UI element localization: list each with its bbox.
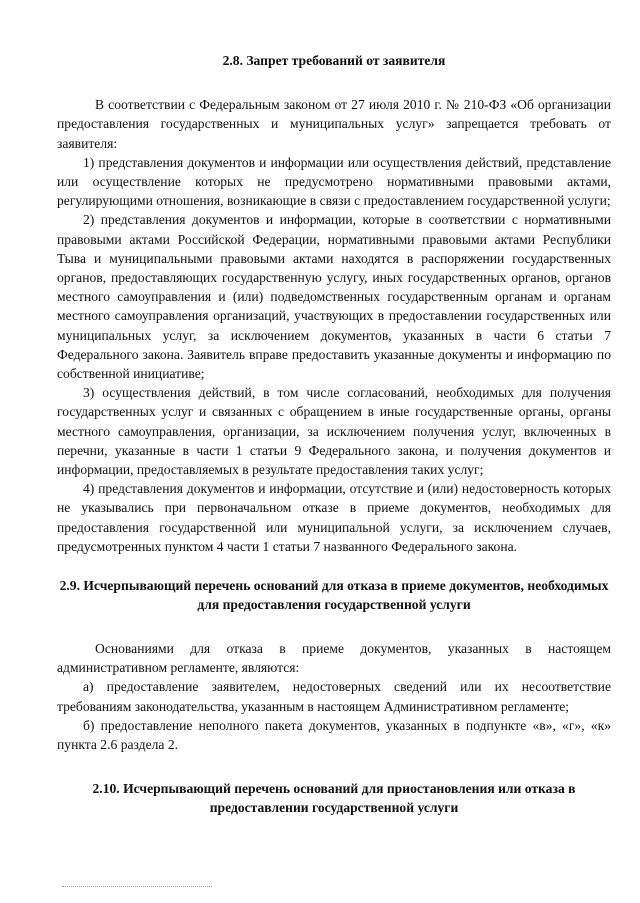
section-heading-2-8: 2.8. Запрет требований от заявителя <box>222 53 446 68</box>
section-heading-2-10: 2.10. Исчерпывающий перечень оснований для приостановления или отказа в предоставлении государственной услуги <box>92 781 576 816</box>
section-heading-2-9: 2.9. Исчерпывающий перечень оснований для отказа в приеме документов, необходимых для предоставления государственной услуги <box>59 578 609 612</box>
section-2-8-item-4: 4) представления документов и информации, отсутствие и (или) недостоверность которых не указывались при первоначальном отказе в приеме документов, необходимых для предоставления государственной или муниципальной услуги, за исключением случаев, предусмотренных пунктом 4 части 1 статьи 7 названного Федерального закона. <box>57 481 611 554</box>
section-2-8-item-1: 1) представления документов и информации или осуществления действий, представление или осуществление которых не предусмотрено нормативными правовыми актами, регулирующими отношения, возникающие в связи с предоставлением государственной услуги; <box>57 154 611 209</box>
section-2-9-intro: Основаниями для отказа в приеме документов, указанных в настоящем административном регламенте, являются: <box>57 641 611 676</box>
footer-divider <box>62 886 212 887</box>
section-2-9-item-a: а) предоставление заявителем, недостоверных сведений или их несоответствие требованиям законодательства, указанным в настоящем Административном регламенте; <box>57 679 611 714</box>
section-2-8-item-3: 3) осуществления действий, в том числе согласований, необходимых для получения государственных услуг и связанных с обращением в иные государственные органы, органы местного самоуправления, организации, за исключением получения услуг, включенных в перечни, указанные в части 1 статьи 9 Федерального закона, и получения документов и информации, предоставляемых в результате предоставления таких услуг; <box>57 385 611 478</box>
document-page <box>57 51 611 817</box>
section-2-9-item-b: б) предоставление неполного пакета документов, указанных в подпункте «в», «г», «к» пункта 2.6 раздела 2. <box>57 717 611 753</box>
section-2-8-intro: В соответствии с Федеральным законом от 27 июля 2010 г. № 210-ФЗ «Об организации предоставления государственных и муниципальных услуг» запрещается требовать от заявителя: <box>57 97 611 151</box>
section-2-8-item-2: 2) представления документов и информации, которые в соответствии с нормативными правовыми актами Российской Федерации, нормативными правовыми актами Республики Тыва и муниципальными правовыми актами находятся в распоряжении государственных органов, предоставляющих государственную услугу, иных государственных органов, органов местного самоуправления и (или) подведомственных государственным органам и органам местного самоуправления организаций, участвующих в предоставлении государственных или муниципальных услуг, за исключением документов, указанных в части 6 статьи 7 Федерального закона. Заявитель вправе предоставить указанные документы и информацию по собственной инициативе; <box>57 212 611 382</box>
